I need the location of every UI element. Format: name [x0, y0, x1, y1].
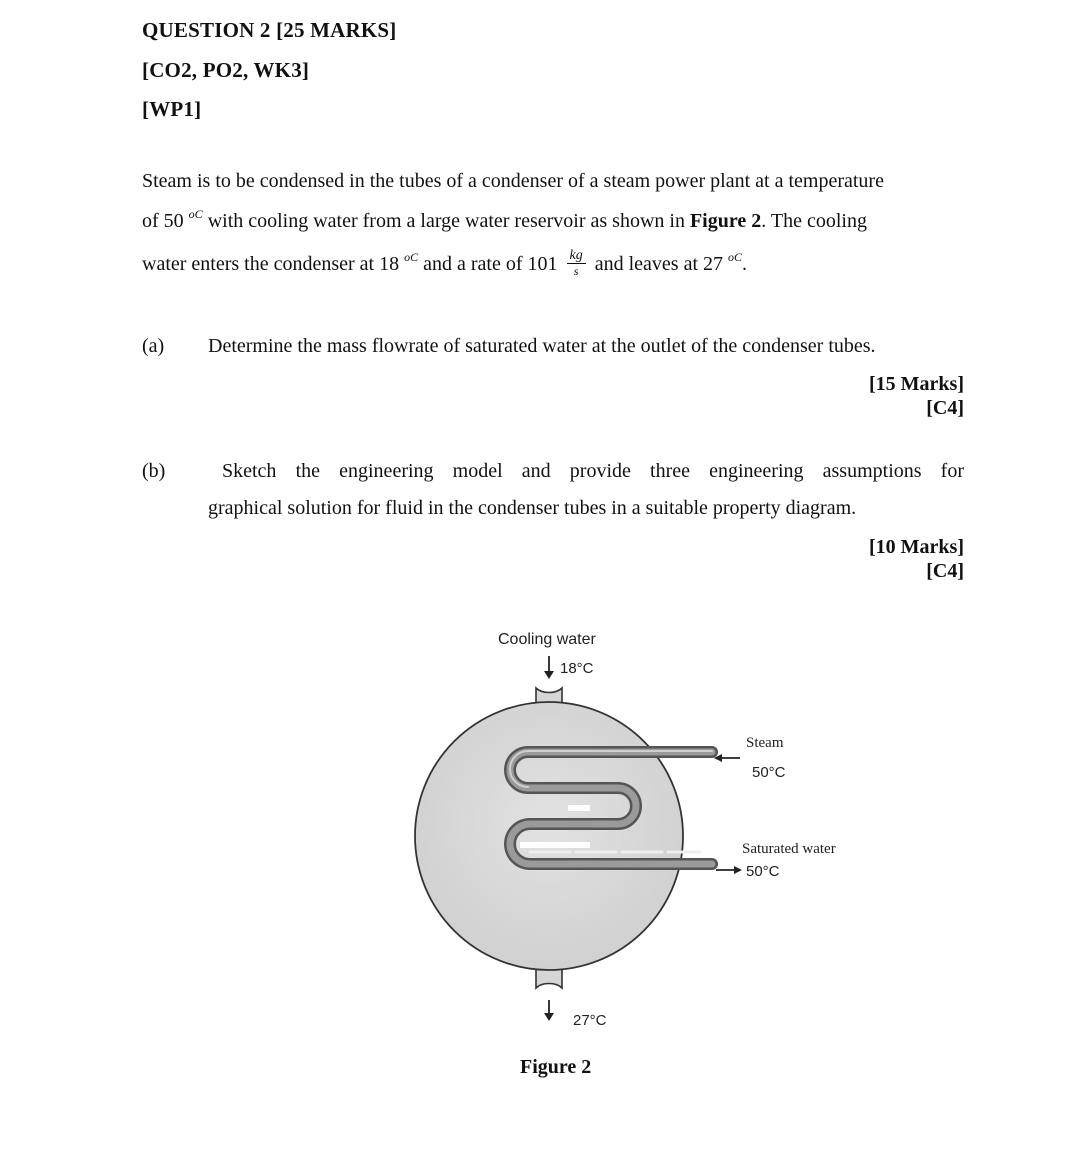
- marks-value: [15 Marks]: [869, 373, 964, 395]
- question-title: QUESTION 2 [25 MARKS]: [142, 18, 397, 42]
- unit-celsius: oC: [404, 250, 419, 264]
- saturated-water-label: Saturated water: [742, 841, 836, 857]
- wp-code: [WP1]: [142, 97, 202, 121]
- part-a-label: (a): [142, 335, 165, 357]
- part-a-text: Determine the mass flowrate of saturated water at the outlet of the condenser tubes.: [208, 335, 876, 357]
- course-outcomes: [CO2, PO2, WK3]: [142, 58, 310, 82]
- intro-text: . The cooling: [761, 210, 867, 232]
- part-b-line-2: graphical solution for fluid in the condenser tubes in a suitable property diagram.: [208, 497, 857, 519]
- figure-reference: Figure 2: [689, 210, 762, 232]
- part-b-line-1: Sketch the engineering model and provide three engineering assumptions for: [222, 460, 964, 482]
- intro-text: of 50: [142, 210, 184, 232]
- unit-celsius: oC: [188, 207, 203, 221]
- intro-line-1: Steam is to be condensed in the tubes of a condenser of a steam power plant at a temperature: [142, 170, 884, 192]
- saturated-temp-label: 50°C: [746, 863, 780, 880]
- cognitive-code: [C4]: [926, 560, 964, 582]
- part-b-label: (b): [142, 460, 166, 482]
- inlet-arrow-icon: [544, 656, 554, 679]
- cooling-water-label: Cooling water: [498, 631, 596, 648]
- frac-numerator: kg: [567, 249, 586, 264]
- intro-text: .: [742, 253, 748, 275]
- figure-caption: Figure 2: [520, 1056, 592, 1078]
- intro-text: water enters the condenser at 18: [142, 253, 400, 275]
- outlet-arrow-icon: [544, 1000, 554, 1021]
- steam-temp-label: 50°C: [752, 764, 786, 781]
- condenser-shell: [415, 702, 683, 970]
- unit-celsius: oC: [728, 250, 743, 264]
- intro-text: and a rate of 101: [418, 253, 558, 275]
- outlet-water-arrow-icon: [716, 866, 742, 874]
- frac-denominator: s: [573, 263, 579, 278]
- cognitive-code: [C4]: [926, 397, 964, 419]
- intro-text: and leaves at 27: [594, 253, 724, 275]
- marks-value: [10 Marks]: [869, 536, 964, 558]
- inlet-temp-label: 18°C: [560, 660, 594, 677]
- outlet-temp-label: 27°C: [573, 1012, 607, 1029]
- steam-arrow-icon: [714, 754, 740, 762]
- bottom-nozzle: [536, 968, 562, 988]
- intro-text: with cooling water from a large water reservoir as shown in: [202, 210, 690, 232]
- steam-label: Steam: [746, 735, 784, 751]
